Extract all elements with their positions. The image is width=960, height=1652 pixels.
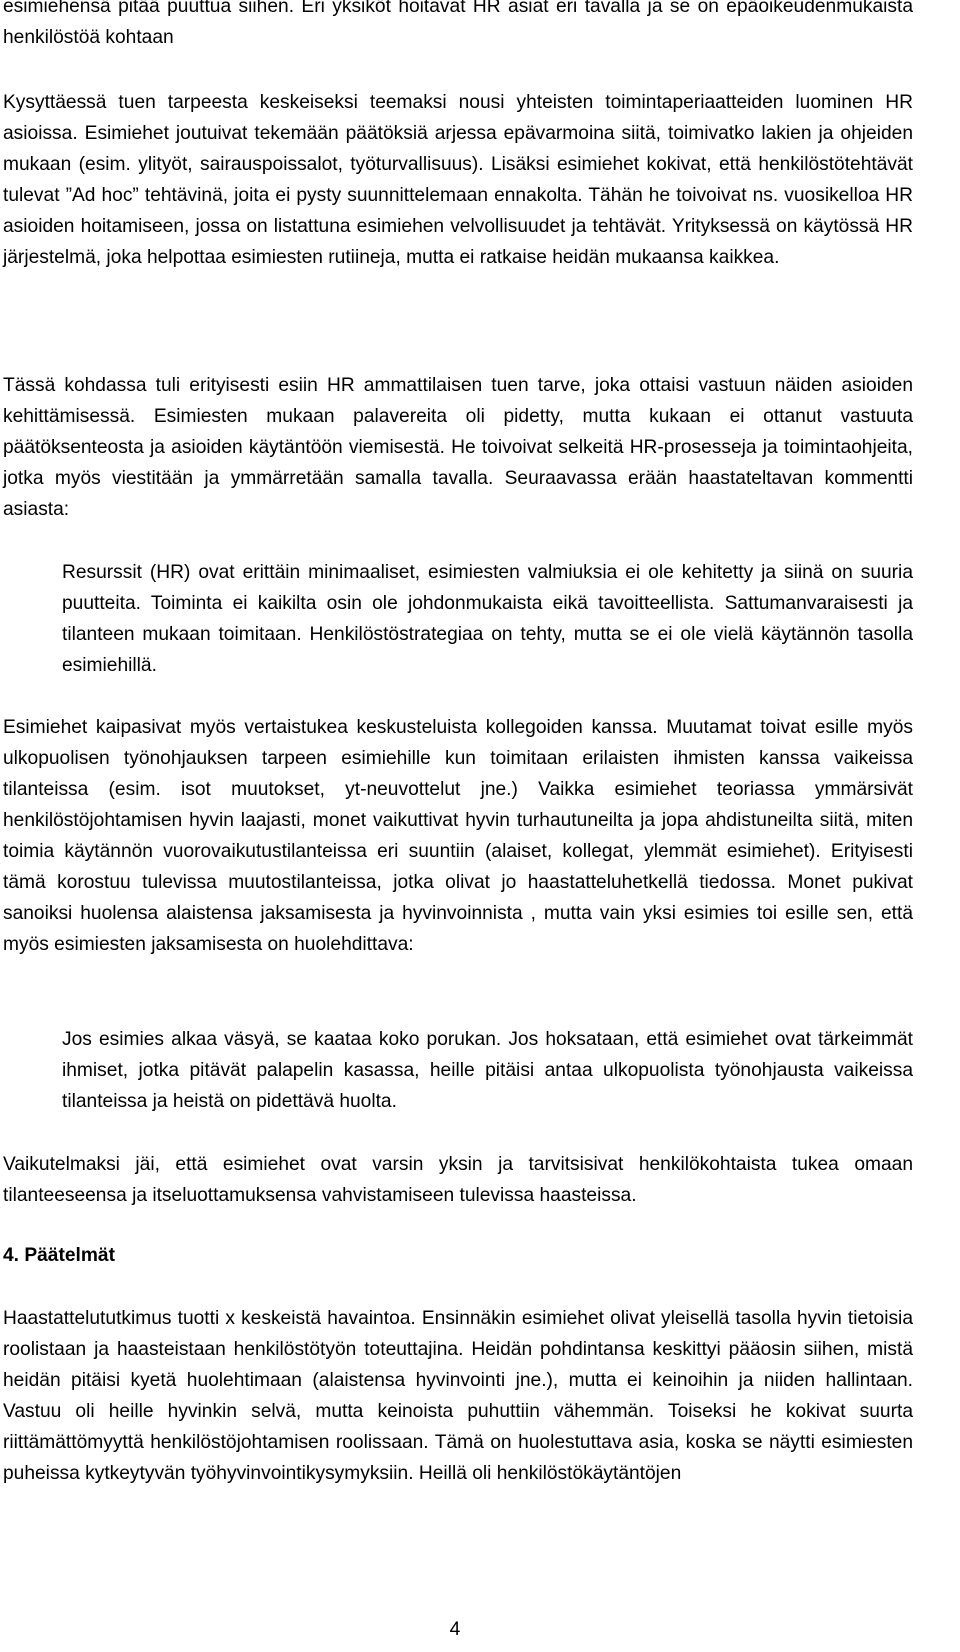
paragraph-hr-professional-need: Tässä kohdassa tuli erityisesti esiin HR ammattilaisen tuen tarve, joka ottaisi vastuun näiden asioiden kehittämisessä. Esimiesten mukaan palavereita oli pidetty, mutta kukaan ei ottanut vastuuta päätöksenteosta ja asioiden käytäntöön viemisestä. He toivoivat selkeitä HR-prosesseja ja toimintaohjeita, jotka myös viestitään ja ymmärretään samalla tavalla. Seuraavassa erään haastateltavan kommentti asiasta: (3, 375, 913, 520)
paragraph-intro-continuation: esimiehensä pitää puuttua siihen. Eri yksiköt hoitavat HR asiat eri tavalla ja se on epäoikeudenmukaista henkilöstöä kohtaan (3, 0, 913, 48)
paragraph-conclusions: Haastattelututkimus tuotti x keskeistä havaintoa. Ensinnäkin esimiehet olivat yleisellä tasolla hyvin tietoisia roolistaan ja haasteistaan henkilöstötyön toteuttajina. Heidän pohdintansa keskittyi pääosin siihen, mistä heidän pitäisi kyetä huolehtimaan (alaistensa hyvinvointi jne.), mutta ei keinoihin ja niiden hallintaan. Vastuu oli heille hyvinkin selvä, mutta keinoista puhuttiin vähemmän. Toiseksi he kokivat suurta riittämättömyyttä henkilöstöjohtamisen roolissaan. Tämä on huolestuttava asia, koska se näytti esimiesten puheissa kytkeytyvän työhyvinvointikysymyksiin. Heillä oli henkilöstökäytäntöjen (3, 1308, 913, 1484)
section-heading-conclusions: 4. Päätelmät (3, 1245, 115, 1266)
paragraph-peer-support: Esimiehet kaipasivat myös vertaistukea keskusteluista kollegoiden kanssa. Muutamat toivat esille myös ulkopuolisen työnohjauksen tarpeen esimiehille kun toimitaan erilaisten ihmisten kanssa vaikeissa tilanteissa (esim. isot muutokset, yt-neuvottelut jne.) Vaikka esimiehet teoriassa ymmärsivät henkilöstöjohtamisen hyvin laajasti, monet vaikuttivat hyvin turhautuneilta ja jopa ahdistuneilta siitä, miten toimia käytännön vuorovaikutustilanteissa eri suuntiin (alaiset, kollegat, ylemmät esimiehet). Erityisesti tämä korostuu tulevissa muutostilanteissa, jotka olivat jo haastatteluhetkellä tiedossa. Monet pukivat sanoiksi huolensa alaistensa jaksamisesta ja hyvinvoinnista , mutta vain yksi esimies toi esille sen, että myös esimiesten jaksamisesta on huolehdittava: (3, 717, 913, 955)
paragraph-support-needs: Kysyttäessä tuen tarpeesta keskeiseksi teemaksi nousi yhteisten toimintaperiaatteiden luominen HR asioissa. Esimiehet joutuivat tekemään päätöksiä arjessa epävarmoina siitä, toimivatko lakien ja ohjeiden mukaan (esim. ylityöt, sairauspoissalot, työturvallisuus). Lisäksi esimiehet kokivat, että henkilöstötehtävät tulevat ”Ad hoc” tehtävinä, joita ei pysty suunnittelemaan ennakolta. Tähän he toivoivat ns. vuosikelloa HR asioiden hoitamiseen, jossa on listattuna esimiehen velvollisuudet ja tehtävät. Yrityksessä on käytössä HR järjestelmä, joka helpottaa esimiesten rutiineja, mutta ei ratkaise heidän mukaansa kaikkea. (3, 92, 913, 268)
interview-quote-resources: Resurssit (HR) ovat erittäin minimaaliset, esimiesten valmiuksia ei ole kehitetty ja siinä on suuria puutteita. Toiminta ei kaikilta osin ole johdonmukaista eikä tavoitteellista. Sattumanvaraisesti ja tilanteen mukaan toimitaan. Henkilöstöstrategiaa on tehty, mutta se ei ole vielä käytännön tasolla esimiehillä. (62, 562, 913, 676)
paragraph-impression: Vaikutelmaksi jäi, että esimiehet ovat varsin yksin ja tarvitsisivat henkilökohtaista tukea omaan tilanteeseensa ja itseluottamuksensa vahvistamiseen tulevissa haasteissa. (3, 1154, 913, 1206)
page-number: 4 (449, 1619, 461, 1640)
interview-quote-wellbeing: Jos esimies alkaa väsyä, se kaataa koko porukan. Jos hoksataan, että esimiehet ovat tärkeimmät ihmiset, jotka pitävät palapelin kasassa, heille pitäisi antaa ulkopuolista työnohjausta vaikeissa tilanteissa ja heistä on pidettävä huolta. (62, 1029, 913, 1112)
